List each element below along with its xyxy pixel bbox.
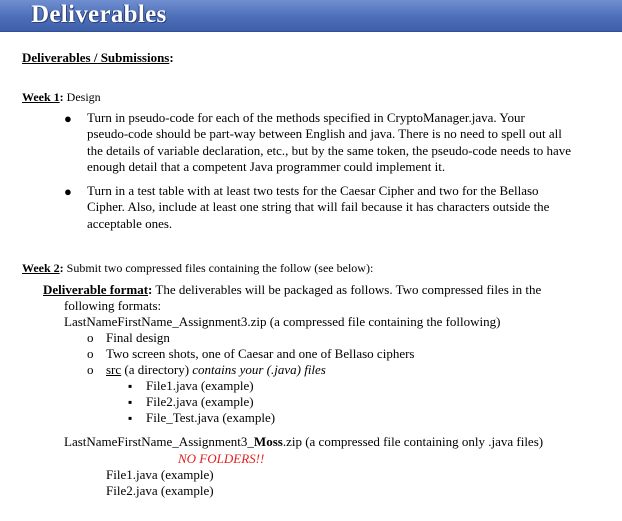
zip1-line: LastNameFirstName_Assignment3.zip (a compressed file containing the following) [64,314,501,329]
no-folders-warning: NO FOLDERS!! [178,451,265,466]
header-banner [0,0,622,32]
file-item: File1.java (example) [146,378,254,393]
item-screenshots: Two screen shots, one of Caesar and one of Bellaso ciphers [106,346,415,361]
item-src: src (a directory) contains your (.java) files [106,362,326,377]
zip2-line: LastNameFirstName_Assignment3_Moss.zip (a compressed file containing only .java files) [64,434,544,449]
item-final-design: Final design [106,330,170,345]
banner-title: Deliverables [31,1,167,28]
section-heading: Deliverables / Submissions: [22,50,174,65]
circle-bullet: o [87,330,94,345]
week1-bullet-1: Turn in pseudo-code for each of the methods specified in CryptoManager.java. Your pseudo-code should be part-way between English and java. There is no need to spell out all the details of variable declaration, etc., but by the same token, the pseudo-code needs to have enough detail that a competent Java programmer could implement it. [87,110,572,174]
week1-line: Week 1: Design [22,90,101,104]
bullet-dot: ● [64,111,72,126]
file-item: File2.java (example) [146,394,254,409]
square-bullet: ▪ [128,379,133,393]
moss-file: File1.java (example) [106,467,214,482]
week1-bullet-2: Turn in a test table with at least two tests for the Caesar Cipher and two for the Bellaso Cipher. Also, include at least one string that will fail because it has characters outside the acceptable ones. [87,183,550,231]
circle-bullet: o [87,362,94,377]
moss-file: File2.java (example) [106,483,214,498]
circle-bullet: o [87,346,94,361]
file-item: File_Test.java (example) [146,410,276,425]
week2-line: Week 2: Submit two compressed files containing the follow (see below): [22,261,374,275]
format-line-2: following formats: [64,298,162,313]
bullet-dot: ● [64,184,72,199]
square-bullet: ▪ [128,395,133,409]
square-bullet: ▪ [128,411,133,425]
format-line-1: Deliverable format: The deliverables will be packaged as follows. Two compressed files in the [43,282,542,297]
